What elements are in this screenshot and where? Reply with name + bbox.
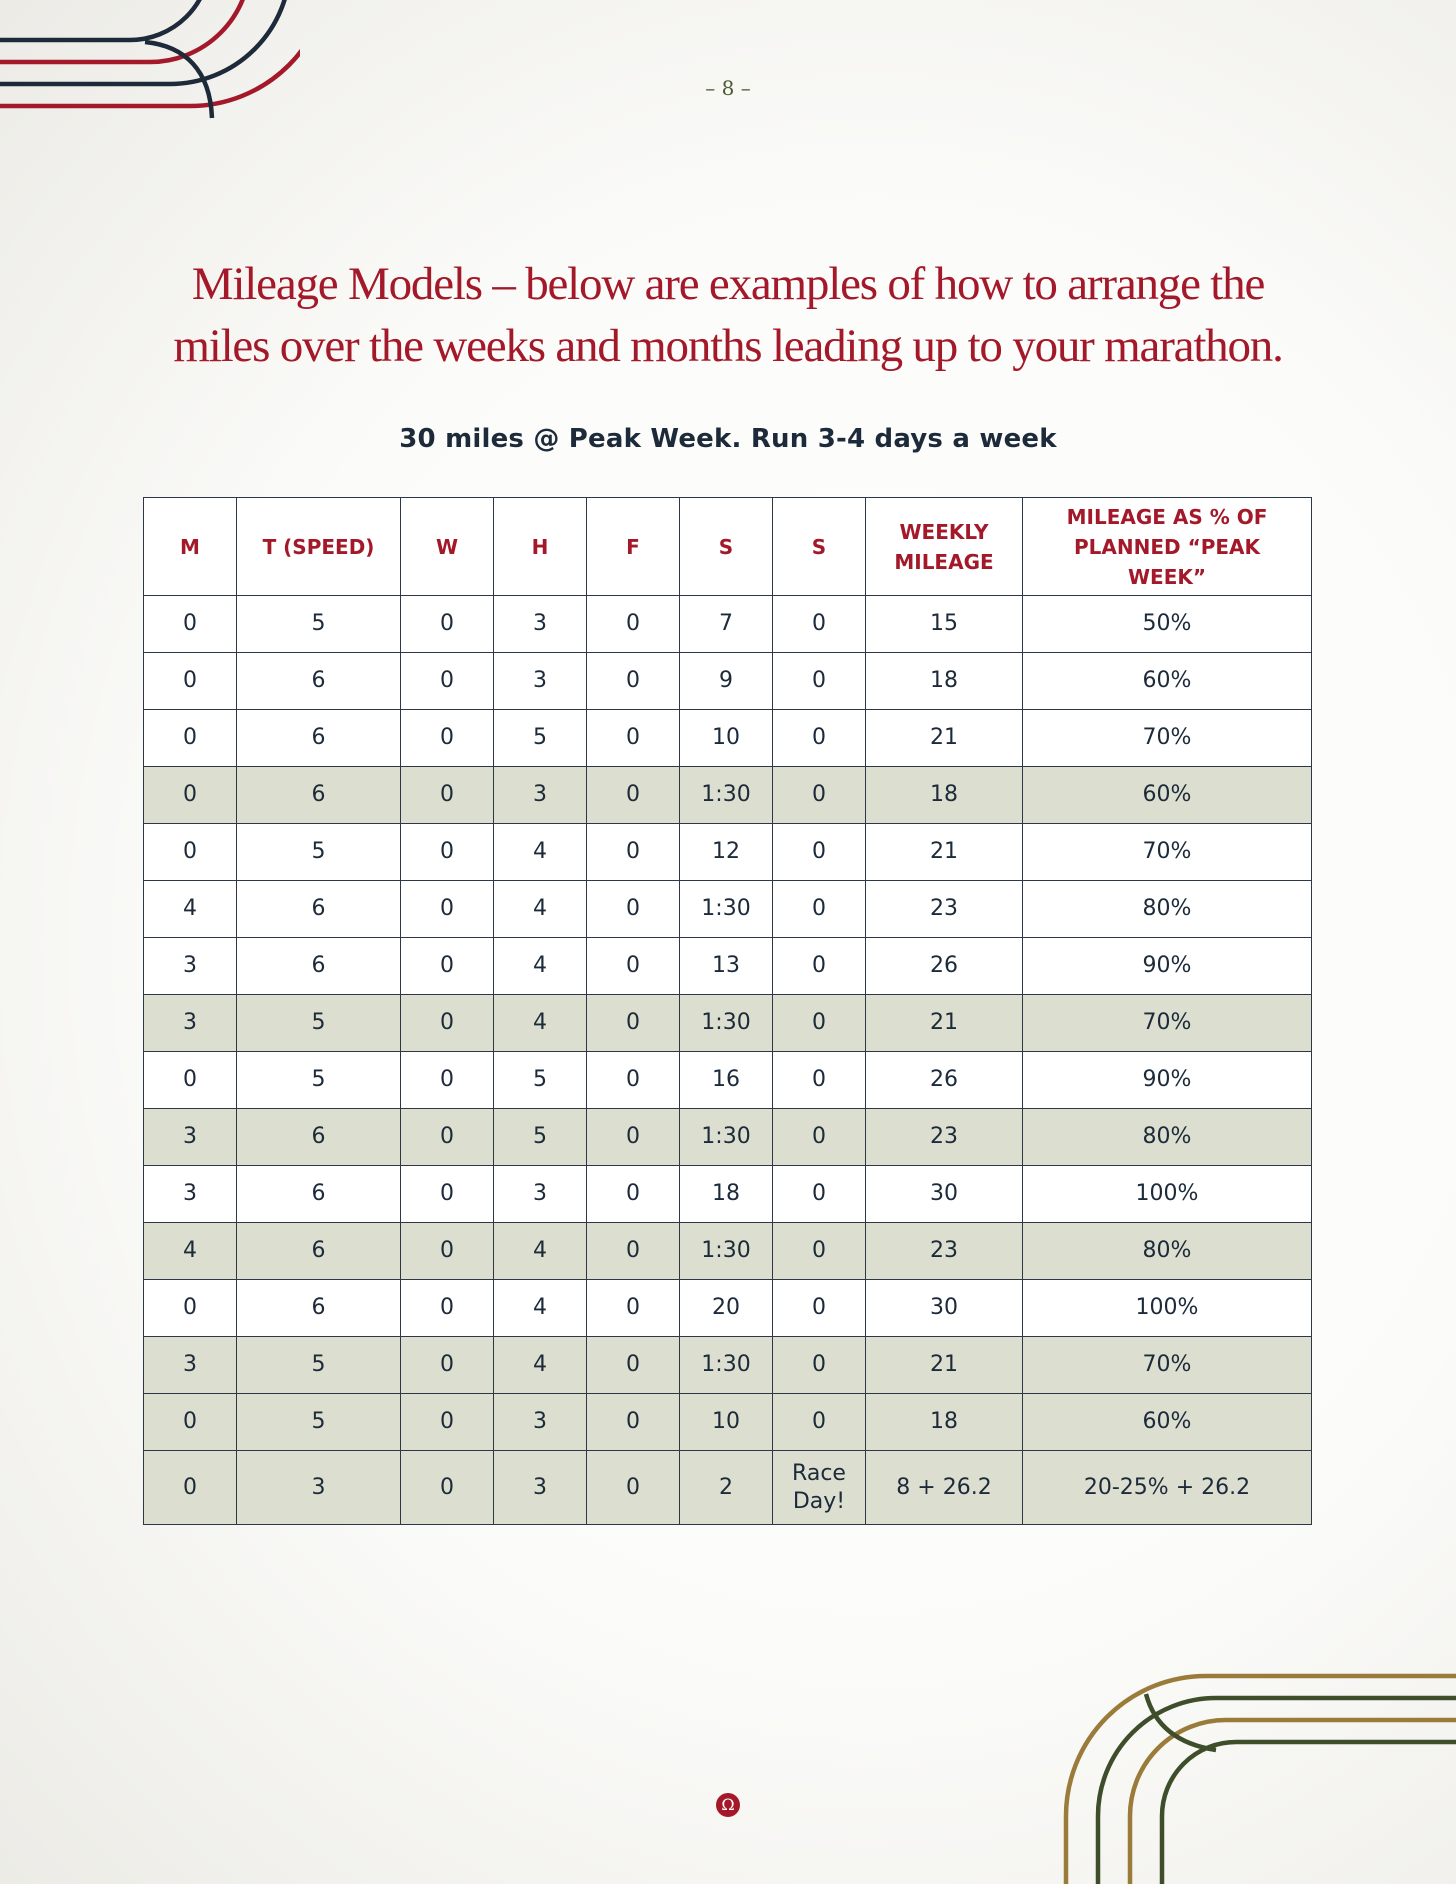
table-row [144,710,1312,767]
table-cell: 4 [494,1337,587,1394]
table-cell: 0 [587,1394,680,1451]
table-cell: 3 [144,1337,237,1394]
table-cell: 6 [237,767,401,824]
track-lines-decoration-top [0,0,300,140]
table-cell: 1:30 [680,1109,773,1166]
table-cell: 0 [587,1052,680,1109]
table-cell: 0 [401,938,494,995]
table-cell: 10 [680,710,773,767]
table-cell: 70% [1023,1337,1312,1394]
mileage-table [143,497,1312,1525]
table-cell: 3 [494,1394,587,1451]
table-cell: Race Day! [773,1451,866,1525]
table-body [144,596,1312,1525]
table-cell: 0 [401,1337,494,1394]
table-cell: 4 [144,1223,237,1280]
table-cell: 0 [773,995,866,1052]
table-cell: 15 [866,596,1023,653]
table-cell: 0 [144,1280,237,1337]
table-cell: 60% [1023,1394,1312,1451]
table-cell: 0 [773,596,866,653]
table-cell: 1:30 [680,767,773,824]
table-cell: 13 [680,938,773,995]
table-cell: 80% [1023,881,1312,938]
table-cell: 0 [773,881,866,938]
table-cell: 26 [866,938,1023,995]
table-cell: 6 [237,710,401,767]
table-cell: 100% [1023,1280,1312,1337]
track-lines-decoration-bottom [1036,1594,1456,1884]
table-cell: 18 [866,653,1023,710]
table-cell: 21 [866,995,1023,1052]
table-cell: 6 [237,1109,401,1166]
table-row [144,995,1312,1052]
table-cell: 4 [494,938,587,995]
table-cell: 0 [587,1166,680,1223]
table-cell: 21 [866,824,1023,881]
table-cell: 0 [401,824,494,881]
table-cell: 0 [773,653,866,710]
table-cell: 5 [494,1052,587,1109]
table-cell: 3 [494,653,587,710]
table-cell: 0 [401,1223,494,1280]
header-monday: M [144,498,237,596]
table-cell: 0 [587,995,680,1052]
table-cell: 10 [680,1394,773,1451]
table-cell: 80% [1023,1109,1312,1166]
table-cell: 0 [587,653,680,710]
table-cell: 0 [773,1052,866,1109]
table-cell: 3 [144,995,237,1052]
table-cell: 0 [144,1451,237,1525]
table-cell: 60% [1023,653,1312,710]
table-cell: 0 [773,1280,866,1337]
table-cell: 70% [1023,710,1312,767]
table-cell: 5 [237,824,401,881]
table-cell: 4 [494,881,587,938]
table-cell: 23 [866,881,1023,938]
table-cell: 20-25% + 26.2 [1023,1451,1312,1525]
table-cell: 30 [866,1280,1023,1337]
table-cell: 0 [401,1451,494,1525]
table-cell: 6 [237,1166,401,1223]
table-cell: 0 [587,1223,680,1280]
table-cell: 0 [401,881,494,938]
table-cell: 5 [237,1337,401,1394]
table-cell: 5 [237,596,401,653]
table-cell: 2 [680,1451,773,1525]
table-cell: 23 [866,1109,1023,1166]
table-cell: 0 [144,1052,237,1109]
table-cell: 6 [237,1223,401,1280]
table-cell: 100% [1023,1166,1312,1223]
table-row [144,1451,1312,1525]
table-cell: 3 [237,1451,401,1525]
table-cell: 3 [494,1166,587,1223]
table-cell: 0 [773,1109,866,1166]
table-cell: 5 [237,995,401,1052]
header-sunday: S [773,498,866,596]
table-header-row [144,498,1312,596]
table-cell: 0 [144,710,237,767]
header-friday: F [587,498,680,596]
table-cell: 90% [1023,938,1312,995]
table-subtitle: 30 miles @ Peak Week. Run 3-4 days a week [399,424,1057,454]
table-cell: 3 [494,1451,587,1525]
table-cell: 0 [401,710,494,767]
table-cell: 0 [773,767,866,824]
header-saturday: S [680,498,773,596]
table-cell: 12 [680,824,773,881]
table-cell: 1:30 [680,881,773,938]
table-cell: 0 [587,1280,680,1337]
table-row [144,767,1312,824]
table-row [144,653,1312,710]
page-number: – 8 – [705,76,751,100]
table-cell: 7 [680,596,773,653]
table-cell: 3 [144,1166,237,1223]
table-cell: 80% [1023,1223,1312,1280]
table-cell: 0 [773,824,866,881]
header-tuesday-speed: T (SPEED) [237,498,401,596]
table-cell: 20 [680,1280,773,1337]
table-cell: 0 [401,1166,494,1223]
table-cell: 5 [494,1109,587,1166]
table-cell: 0 [144,596,237,653]
header-wednesday: W [401,498,494,596]
heading-line-1: Mileage Models – below are examples of how to arrange the [191,258,1265,311]
table-row [144,1109,1312,1166]
table-cell: 4 [494,1223,587,1280]
table-cell: 8 + 26.2 [866,1451,1023,1525]
table-cell: 3 [144,1109,237,1166]
table-cell: 0 [587,710,680,767]
table-cell: 3 [494,596,587,653]
table-row [144,938,1312,995]
table-cell: 3 [494,767,587,824]
table-cell: 0 [587,881,680,938]
header-weekly-mileage: WEEKLY MILEAGE [866,498,1023,596]
table-cell: 9 [680,653,773,710]
table-cell: 0 [401,1280,494,1337]
header-mileage-percent: MILEAGE AS % OF PLANNED “PEAK WEEK” [1023,498,1312,596]
table-cell: 0 [587,824,680,881]
table-cell: 70% [1023,824,1312,881]
table-cell: 3 [144,938,237,995]
table-row [144,1166,1312,1223]
table-cell: 1:30 [680,1337,773,1394]
page-heading [100,253,1356,377]
table-cell: 0 [587,1337,680,1394]
table-cell: 21 [866,710,1023,767]
table-cell: 0 [401,653,494,710]
table-row [144,1223,1312,1280]
table-cell: 1:30 [680,1223,773,1280]
table-cell: 70% [1023,995,1312,1052]
table-cell: 6 [237,653,401,710]
table-cell: 0 [144,653,237,710]
table-cell: 0 [773,1223,866,1280]
table-cell: 0 [587,1109,680,1166]
table-cell: 5 [237,1394,401,1451]
table-cell: 1:30 [680,995,773,1052]
table-cell: 23 [866,1223,1023,1280]
table-cell: 0 [773,938,866,995]
table-cell: 0 [144,1394,237,1451]
table-row [144,1337,1312,1394]
table-cell: 0 [401,1394,494,1451]
table-cell: 0 [773,710,866,767]
table-cell: 0 [401,1109,494,1166]
table-cell: 16 [680,1052,773,1109]
table-cell: 0 [401,596,494,653]
table-cell: 0 [144,767,237,824]
table-cell: 4 [494,824,587,881]
table-cell: 0 [587,938,680,995]
table-row [144,824,1312,881]
table-row [144,596,1312,653]
table-cell: 18 [866,767,1023,824]
table-cell: 0 [773,1394,866,1451]
table-cell: 18 [866,1394,1023,1451]
table-cell: 90% [1023,1052,1312,1109]
heading-line-2: miles over the weeks and months leading up to your marathon. [173,320,1283,373]
table-cell: 0 [773,1337,866,1394]
table-cell: 6 [237,938,401,995]
table-cell: 0 [144,824,237,881]
table-cell: 0 [773,1166,866,1223]
table-cell: 0 [587,1451,680,1525]
table-cell: 50% [1023,596,1312,653]
table-cell: 18 [680,1166,773,1223]
table-cell: 5 [494,710,587,767]
table-cell: 0 [587,596,680,653]
table-row [144,1280,1312,1337]
table-cell: 5 [237,1052,401,1109]
table-cell: 0 [401,995,494,1052]
table-row [144,1394,1312,1451]
table-cell: 0 [401,767,494,824]
table-cell: 0 [401,1052,494,1109]
table-row [144,1052,1312,1109]
header-thursday: H [494,498,587,596]
table-cell: 21 [866,1337,1023,1394]
table-cell: 0 [587,767,680,824]
table-cell: 4 [494,1280,587,1337]
table-cell: 6 [237,881,401,938]
table-cell: 4 [144,881,237,938]
table-cell: 30 [866,1166,1023,1223]
lululemon-logo-icon: Ω [716,1793,740,1817]
table-cell: 4 [494,995,587,1052]
table-cell: 6 [237,1280,401,1337]
table-cell: 60% [1023,767,1312,824]
table-row [144,881,1312,938]
table-cell: 26 [866,1052,1023,1109]
